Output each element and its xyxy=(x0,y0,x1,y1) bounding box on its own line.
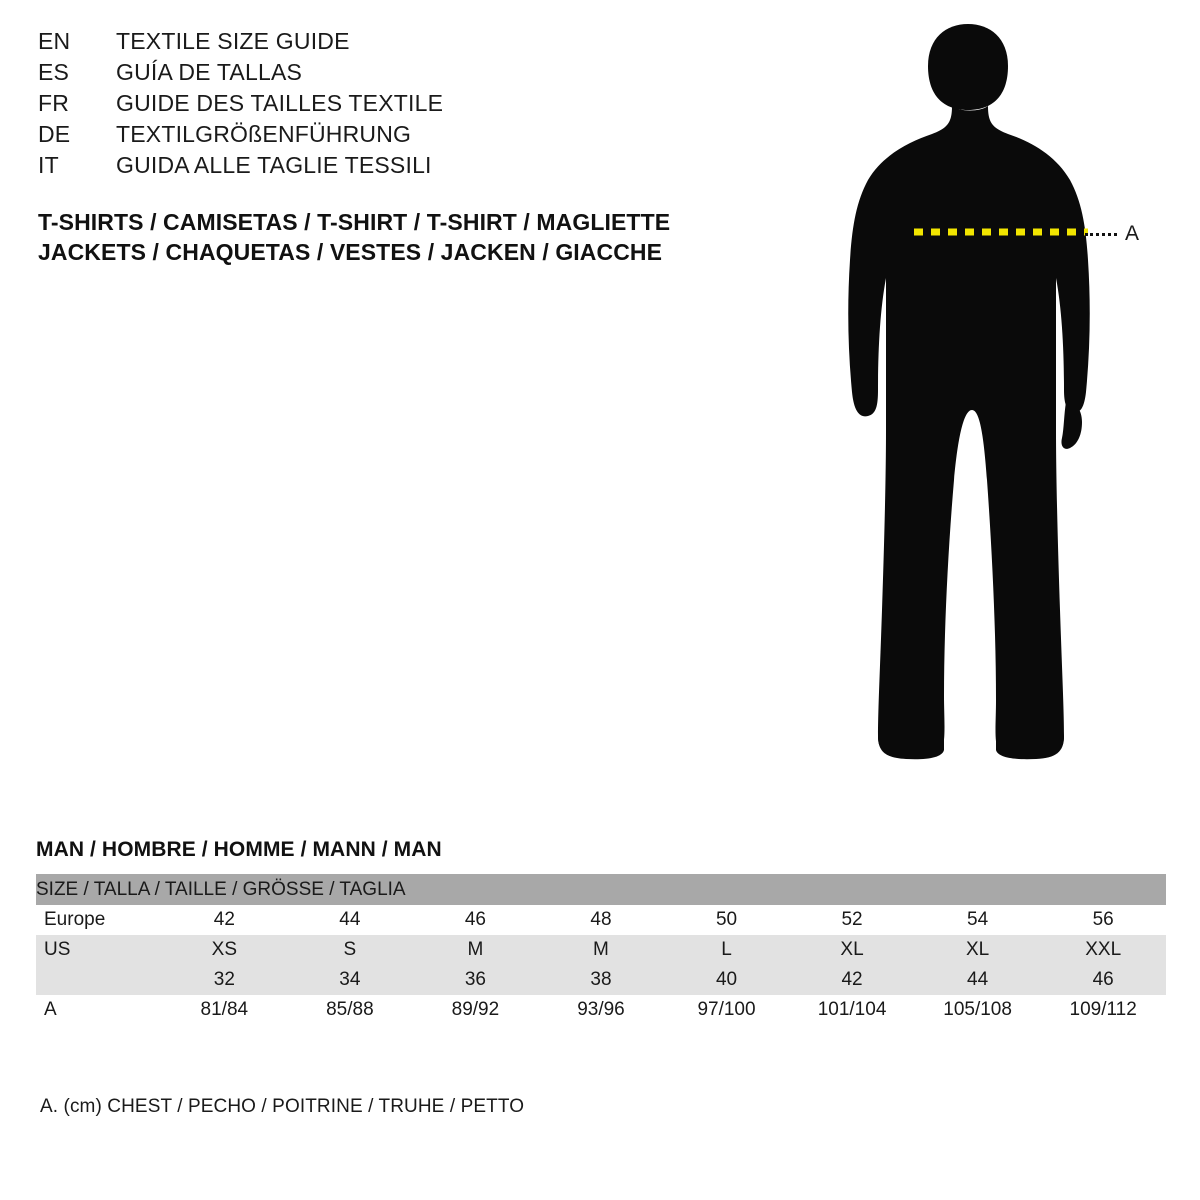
table-row xyxy=(36,995,1166,1025)
table-cell: XL xyxy=(789,935,915,965)
row-label: US xyxy=(36,935,162,965)
table-cell: 105/108 xyxy=(915,995,1041,1025)
table-cell: 44 xyxy=(287,905,413,935)
language-list xyxy=(38,28,738,183)
language-code: DE xyxy=(38,121,71,147)
language-row xyxy=(38,90,738,121)
table-cell: 46 xyxy=(413,905,539,935)
table-cell: 34 xyxy=(287,965,413,995)
header-block xyxy=(38,28,738,267)
table-cell: 40 xyxy=(664,965,790,995)
row-label xyxy=(36,965,162,995)
measure-leader-line xyxy=(1085,233,1117,236)
table-cell: 85/88 xyxy=(287,995,413,1025)
chest-measurement-footnote: A. (cm) CHEST / PECHO / POITRINE / TRUHE / PETTO xyxy=(40,1096,525,1117)
language-title: GUÍA DE TALLAS xyxy=(116,59,303,85)
table-header-row xyxy=(36,874,1166,905)
size-table xyxy=(36,874,1166,1025)
table-cell: 109/112 xyxy=(1040,995,1166,1025)
garment-type-list xyxy=(38,207,738,267)
table-cell: 56 xyxy=(1040,905,1166,935)
table-cell: XXL xyxy=(1040,935,1166,965)
table-cell: 44 xyxy=(915,965,1041,995)
language-title: GUIDA ALLE TAGLIE TESSILI xyxy=(116,152,432,178)
size-table-section xyxy=(36,838,1166,1025)
table-cell: 89/92 xyxy=(413,995,539,1025)
table-gender-title: MAN / HOMBRE / HOMME / MANN / MAN xyxy=(36,838,442,861)
table-cell: M xyxy=(413,935,539,965)
language-code: IT xyxy=(38,152,59,178)
table-cell: 93/96 xyxy=(538,995,664,1025)
table-header-label: SIZE / TALLA / TAILLE / GRÖSSE / TAGLIA xyxy=(36,874,1166,905)
table-row xyxy=(36,935,1166,965)
language-row xyxy=(38,152,738,183)
table-cell: 38 xyxy=(538,965,664,995)
measure-label-a: A xyxy=(1125,222,1140,245)
table-cell: S xyxy=(287,935,413,965)
table-cell: 81/84 xyxy=(162,995,288,1025)
table-cell: 101/104 xyxy=(789,995,915,1025)
table-cell: 46 xyxy=(1040,965,1166,995)
table-cell: 42 xyxy=(162,905,288,935)
language-title: TEXTILGRÖßENFÜHRUNG xyxy=(116,121,412,147)
row-label: Europe xyxy=(36,905,162,935)
silhouette-svg xyxy=(820,10,1180,800)
table-cell: L xyxy=(664,935,790,965)
language-code: EN xyxy=(38,28,71,54)
table-cell: 36 xyxy=(413,965,539,995)
table-row xyxy=(36,905,1166,935)
table-row xyxy=(36,965,1166,995)
table-cell: 50 xyxy=(664,905,790,935)
language-code: FR xyxy=(38,90,70,116)
table-cell: XS xyxy=(162,935,288,965)
garment-type-tshirts: T-SHIRTS / CAMISETAS / T-SHIRT / T-SHIRT / MAGLIETTE xyxy=(38,209,671,235)
table-cell: 54 xyxy=(915,905,1041,935)
table-cell: 32 xyxy=(162,965,288,995)
table-cell: XL xyxy=(915,935,1041,965)
language-row xyxy=(38,121,738,152)
table-cell: 52 xyxy=(789,905,915,935)
garment-type-jackets: JACKETS / CHAQUETAS / VESTES / JACKEN / GIACCHE xyxy=(38,239,663,265)
language-title: GUIDE DES TAILLES TEXTILE xyxy=(116,90,444,116)
language-row xyxy=(38,59,738,90)
male-silhouette-illustration xyxy=(820,10,1180,800)
table-cell: 42 xyxy=(789,965,915,995)
table-cell: 97/100 xyxy=(664,995,790,1025)
table-cell: M xyxy=(538,935,664,965)
language-title: TEXTILE SIZE GUIDE xyxy=(116,28,350,54)
language-code: ES xyxy=(38,59,70,85)
table-cell: 48 xyxy=(538,905,664,935)
language-row xyxy=(38,28,738,59)
row-label: A xyxy=(36,995,162,1025)
